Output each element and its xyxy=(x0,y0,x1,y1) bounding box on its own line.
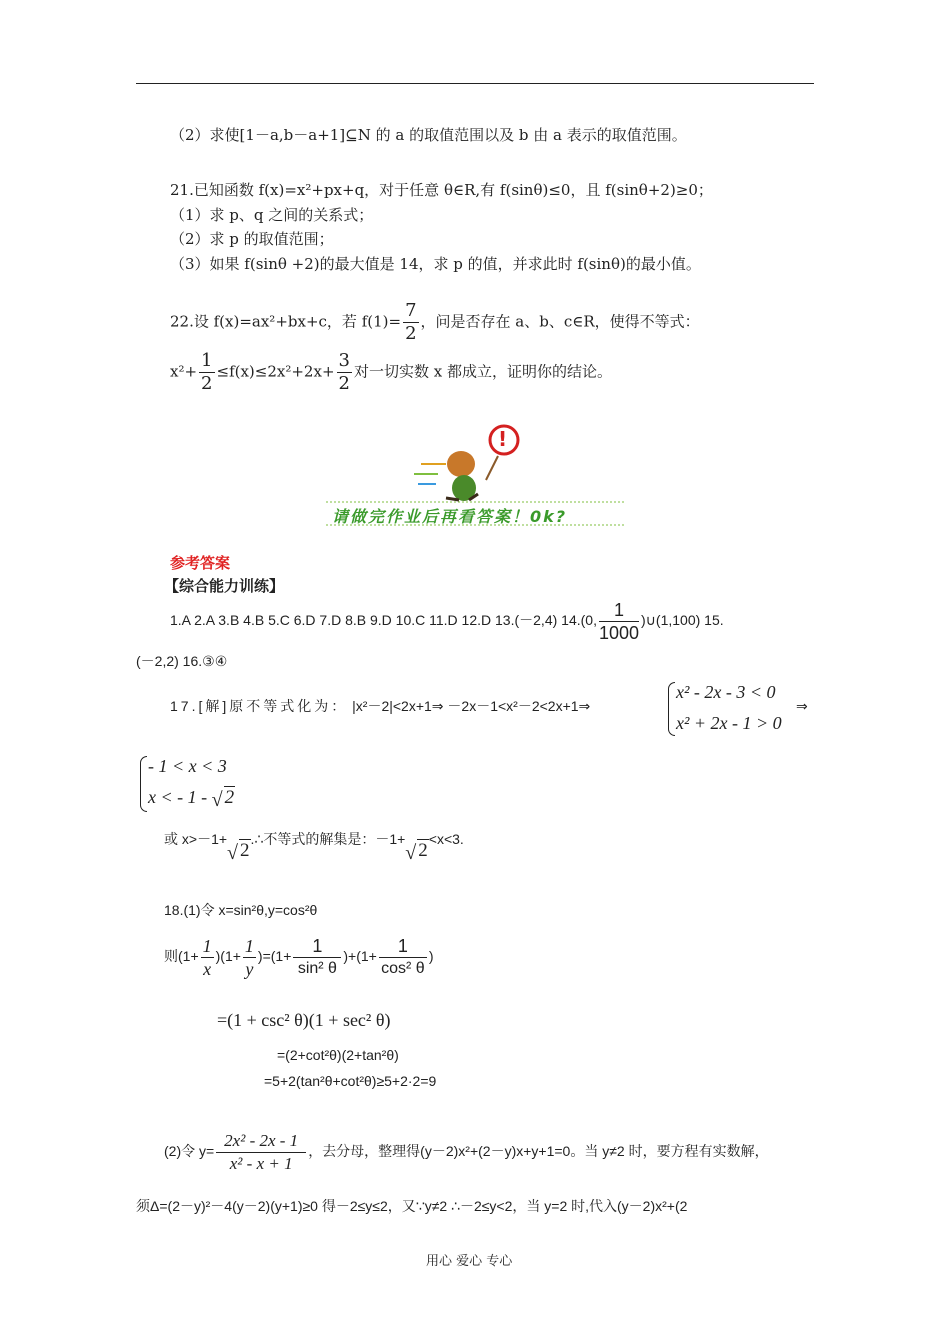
q18-eq2: =(2+cot²θ)(2+tan²θ) xyxy=(277,1047,399,1063)
fraction-three-halves: $\frac{3}{2}$ xyxy=(338,350,350,394)
fraction-one-half: $\frac{1}{2}$ xyxy=(201,350,213,394)
fraction-one-over-x: $\frac{1}{x}$ xyxy=(202,936,212,979)
q20-part2: （2）求使[1－a,b－a+1]⊆N 的 a 的取值范围以及 b 由 a 表示的取值范围。 xyxy=(170,126,687,144)
q18-part2: (2)令 y= $\frac{\text{2x² - 2x - 1}}{\text{x² - x + 1}}$ ，去分母，整理得(y－2)x²+(2－y)x+y+1=0。当 y≠2 时，要方程有实数解， xyxy=(164,1131,769,1173)
q18-eq1: =(1 + csc² θ)(1 + sec² θ) xyxy=(217,1010,391,1030)
sqrt-two: √ 2 xyxy=(227,840,251,862)
q22-tail: ，问是否存在 a、b、c∈R，使得不等式： xyxy=(420,312,700,331)
page-footer: 用心 爱心 专心 xyxy=(426,1254,513,1269)
q22-head: 22.设 f(x)=ax²+bx+c，若 f(1)= xyxy=(170,312,402,331)
q17-line xyxy=(170,696,590,716)
q17-arrow: ⇒ xyxy=(796,698,808,714)
system1-row2: x² + 2x - 1 > 0 xyxy=(676,713,782,733)
q22-line1 xyxy=(170,300,700,345)
q22-l2a: x²+ xyxy=(170,362,198,381)
q22-line2 xyxy=(170,350,612,395)
header-rule xyxy=(136,83,814,84)
system2-row1: - 1 < x < 3 xyxy=(148,756,227,776)
fraction-one-over-sin2: $\frac{1}{\text{sin² θ}}$ xyxy=(293,935,341,980)
answers-line2: (－2,2) 16.③④ xyxy=(136,653,228,669)
answers-line1-tail: )∪(1,100) 15. xyxy=(641,612,724,629)
q22-l2c: 对一切实数 x 都成立，证明你的结论。 xyxy=(353,362,612,381)
q22-l2b: ≤f(x)≤2x²+2x+ xyxy=(216,362,335,381)
q18-then-line: 则(1+ $\frac{1}{x}$ )(1+ $\frac{1}{y}$ )=(1+ $\frac{1}{\text{sin² θ}}$ )+(1+ $\frac{1}{\text{cos² θ}}$ ) xyxy=(164,936,434,979)
answers-list: 1.A 2.A 3.B 4.B 5.C 6.D 7.D 8.B 9.D 10.C 11.D 12.D 13.(－2,4) 14.(0, xyxy=(170,612,597,629)
fraction-one-thousandth: $\frac{1}{1000}$ xyxy=(598,600,640,643)
q18-part1: 18.(1)令 x=sin²θ,y=cos²θ xyxy=(164,902,318,918)
q18-part2-line2: 须Δ=(2－y)²－4(y－2)(y+1)≥0 得－2≤y≤2，又∵y≠2 ∴－2≤y<2，当 y=2 时,代入(y－2)x²+(2 xyxy=(136,1198,688,1214)
alert-exclamation-icon: ! xyxy=(498,427,508,451)
q17-lead: 17.[解]原不等式化为： xyxy=(170,698,349,714)
q21-part2: （2）求 p 的取值范围； xyxy=(170,230,334,248)
fraction-rational-function: $\frac{\text{2x² - 2x - 1}}{\text{x² - x + 1}}$ xyxy=(216,1130,306,1175)
system1-row1: x² - 2x - 3 < 0 xyxy=(676,682,776,702)
q17-solution-line: 或 x>－1+√ 2.∴不等式的解集是：－1+√ 2<x<3. xyxy=(164,828,464,850)
q21-head: 21.已知函数 f(x)=x²+px+q，对于任意 θ∈R,有 f(sinθ)≤0，且 f(sinθ+2)≥0； xyxy=(170,181,713,199)
q17-ineq: |x²－2|<2x+1⇒ －2x－1<x²－2<2x+1⇒ xyxy=(352,698,591,714)
fraction-one-over-y: $\frac{1}{y}$ xyxy=(244,936,254,979)
q21-part3: （3）如果 f(sinθ +2)的最大值是 14，求 p 的值，并求此时 f(sinθ)的最小值。 xyxy=(170,255,701,273)
sqrt-two: √ 2 xyxy=(212,787,236,809)
banner-text: 请做完作业后再看答案！0k? xyxy=(332,507,568,526)
cartoon-banner xyxy=(326,422,624,530)
system1-brace xyxy=(668,682,675,736)
answers-section: 【综合能力训练】 xyxy=(164,577,285,595)
sqrt-two: √ 2 xyxy=(405,840,429,862)
answers-line1 xyxy=(170,599,724,644)
fraction-seven-halves: $\frac{7}{2}$ xyxy=(405,300,417,344)
system2-row2: x < - 1 - √ 2 xyxy=(148,787,235,809)
system2-brace xyxy=(140,756,147,812)
fraction-one-over-cos2: $\frac{1}{\text{cos² θ}}$ xyxy=(379,935,427,980)
q18-eq3: =5+2(tan²θ+cot²θ)≥5+2·2=9 xyxy=(264,1073,437,1089)
q21-part1: （1）求 p、q 之间的关系式； xyxy=(170,206,374,224)
answers-title: 参考答案 xyxy=(170,554,231,572)
